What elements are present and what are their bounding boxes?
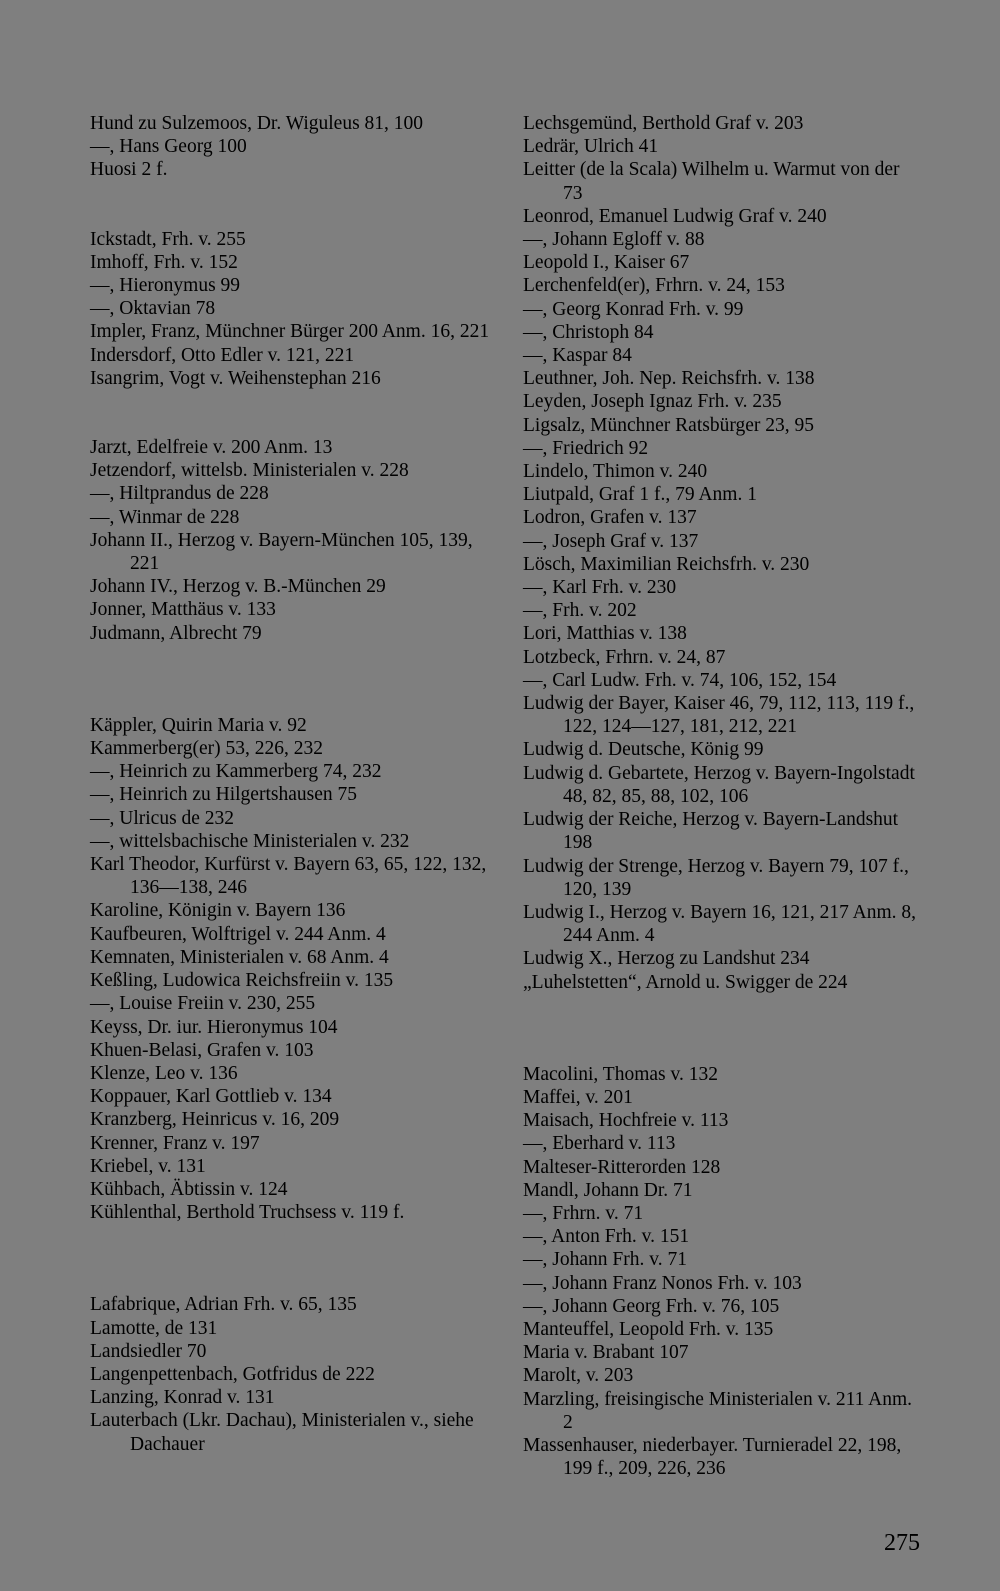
index-entry: Ludwig X., Herzog zu Landshut 234 — [523, 948, 810, 970]
index-entry: Macolini, Thomas v. 132 — [523, 1063, 718, 1085]
index-entry: Marzling, freisingische Ministerialen v. 211 Anm. 2 — [523, 1388, 913, 1433]
index-entry: Leitter (de la Scala) Wilhelm u. Warmut von der 73 — [523, 159, 900, 204]
index-entry: —, wittelsbachische Ministerialen v. 232 — [90, 830, 410, 852]
index-entry: —, Ulricus de 232 — [90, 807, 235, 829]
index-entry: Ludwig I., Herzog v. Bayern 16, 121, 217 Anm. 8, 244 Anm. 4 — [523, 901, 917, 947]
index-entry: —, Hans Georg 100 — [90, 136, 247, 158]
index-entry: Indersdorf, Otto Edler v. 121, 221 — [90, 344, 355, 366]
index-entry: Isangrim, Vogt v. Weihenstephan 216 — [90, 367, 381, 389]
letter-section-gap — [90, 182, 490, 228]
index-entry: —, Georg Konrad Frh. v. 99 — [523, 298, 744, 320]
index-entry: Kammerberg(er) 53, 226, 232 — [90, 738, 324, 760]
index-entry: Kühbach, Äbtissin v. 124 — [90, 1178, 288, 1200]
index-entry: Krenner, Franz v. 197 — [90, 1132, 260, 1154]
index-entry: —, Anton Frh. v. 151 — [523, 1226, 690, 1248]
index-entry: Kaufbeuren, Wolftrigel v. 244 Anm. 4 — [90, 923, 386, 945]
index-entry: —, Winmar de 228 — [90, 506, 240, 528]
index-entry: —, Johann Franz Nonos Frh. v. 103 — [523, 1272, 802, 1294]
index-entry: Keyss, Dr. iur. Hieronymus 104 — [90, 1016, 338, 1038]
index-entry: Huosi 2 f. — [90, 159, 168, 181]
index-entry: Kriebel, v. 131 — [90, 1155, 206, 1177]
index-entry: Johann IV., Herzog v. B.-München 29 — [90, 576, 386, 598]
index-entry: Lafabrique, Adrian Frh. v. 65, 135 — [90, 1294, 357, 1316]
index-entry: Ludwig der Bayer, Kaiser 46, 79, 112, 113, 119 f., 122, 124—127, 181, 212, 221 — [523, 693, 915, 738]
index-entry: Lodron, Grafen v. 137 — [523, 507, 697, 529]
index-entry: Maria v. Brabant 107 — [523, 1342, 689, 1364]
index-entry: Lösch, Maximilian Reichsfrh. v. 230 — [523, 553, 810, 575]
index-entry: Leyden, Joseph Ignaz Frh. v. 235 — [523, 391, 782, 413]
index-column-right — [523, 112, 923, 1480]
index-entry: —, Carl Ludw. Frh. v. 74, 106, 152, 154 — [523, 669, 837, 691]
index-entry: Lindelo, Thimon v. 240 — [523, 461, 708, 483]
index-entry: Klenze, Leo v. 136 — [90, 1062, 238, 1084]
index-entry: Lori, Matthias v. 138 — [523, 623, 687, 645]
index-entry: —, Christoph 84 — [523, 321, 654, 343]
index-entry: Kühlenthal, Berthold Truchsess v. 119 f. — [90, 1202, 405, 1224]
index-entry: Massenhauser, niederbayer. Turnieradel 22, 198, 199 f., 209, 226, 236 — [523, 1434, 902, 1480]
index-entry: —, Johann Georg Frh. v. 76, 105 — [523, 1295, 780, 1317]
letter-section-gap — [523, 994, 923, 1063]
index-entry: Lamotte, de 131 — [90, 1317, 218, 1339]
index-column-left — [90, 112, 490, 1456]
index-entry: Keßling, Ludowica Reichsfreiin v. 135 — [90, 970, 394, 992]
index-entry: —, Frh. v. 202 — [523, 600, 637, 622]
index-entry: —, Kaspar 84 — [523, 345, 632, 367]
index-entry: Maffei, v. 201 — [523, 1086, 633, 1108]
index-entry: Lotzbeck, Frhrn. v. 24, 87 — [523, 646, 726, 668]
index-entry: Impler, Franz, Münchner Bürger 200 Anm. 16, 221 — [90, 321, 490, 343]
index-entry: Marolt, v. 203 — [523, 1365, 634, 1387]
index-entry: Karoline, Königin v. Bayern 136 — [90, 900, 346, 922]
letter-section-gap — [90, 645, 490, 714]
index-entry: Khuen-Belasi, Grafen v. 103 — [90, 1039, 314, 1061]
index-entry: Ludwig der Reiche, Herzog v. Bayern-Landshut 198 — [523, 809, 899, 854]
index-entry: Jetzendorf, wittelsb. Ministerialen v. 228 — [90, 460, 409, 482]
index-entry: —, Frhrn. v. 71 — [523, 1202, 644, 1224]
index-entry: Ledrär, Ulrich 41 — [523, 136, 659, 158]
index-entry: Ludwig d. Deutsche, König 99 — [523, 739, 764, 761]
index-entry: Käppler, Quirin Maria v. 92 — [90, 714, 307, 736]
index-entry: —, Louise Freiin v. 230, 255 — [90, 993, 316, 1015]
index-entry: Leopold I., Kaiser 67 — [523, 252, 690, 274]
letter-section-gap — [90, 390, 490, 436]
index-entry: Landsiedler 70 — [90, 1340, 207, 1362]
index-entry: Kranzberg, Heinricus v. 16, 209 — [90, 1109, 340, 1131]
index-entry: Ligsalz, Münchner Ratsbürger 23, 95 — [523, 414, 814, 436]
letter-section-gap — [90, 1224, 490, 1293]
index-entry: Imhoff, Frh. v. 152 — [90, 251, 238, 273]
index-entry: Maisach, Hochfreie v. 113 — [523, 1110, 729, 1132]
index-entry: Koppauer, Karl Gottlieb v. 134 — [90, 1086, 332, 1108]
index-entry: —, Johann Egloff v. 88 — [523, 229, 705, 251]
index-entry: Lanzing, Konrad v. 131 — [90, 1387, 275, 1409]
index-entry: Jonner, Matthäus v. 133 — [90, 599, 276, 621]
index-entry: Lerchenfeld(er), Frhrn. v. 24, 153 — [523, 275, 785, 297]
index-entry: Johann II., Herzog v. Bayern-München 105, 139, 221 — [90, 529, 473, 575]
index-entry: Lauterbach (Lkr. Dachau), Ministerialen v., siehe Dachauer — [90, 1410, 474, 1455]
index-entry: Liutpald, Graf 1 f., 79 Anm. 1 — [523, 484, 757, 506]
index-entry: —, Heinrich zu Hilgertshausen 75 — [90, 784, 357, 806]
index-entry: Mandl, Johann Dr. 71 — [523, 1179, 693, 1201]
page-number: 275 — [884, 1530, 920, 1556]
index-entry: —, Friedrich 92 — [523, 437, 649, 459]
index-entry: —, Karl Frh. v. 230 — [523, 577, 677, 599]
index-entry: —, Joseph Graf v. 137 — [523, 530, 699, 552]
index-entry: Judmann, Albrecht 79 — [90, 622, 262, 644]
index-entry: —, Hieronymus 99 — [90, 275, 241, 297]
index-entry: Kemnaten, Ministerialen v. 68 Anm. 4 — [90, 946, 389, 968]
index-entry: Ickstadt, Frh. v. 255 — [90, 228, 246, 250]
index-entry: —, Eberhard v. 113 — [523, 1133, 676, 1155]
index-entry: Malteser-Ritterorden 128 — [523, 1156, 721, 1178]
index-entry: Hund zu Sulzemoos, Dr. Wiguleus 81, 100 — [90, 113, 424, 134]
index-entry: Ludwig d. Gebartete, Herzog v. Bayern-Ingolstadt 48, 82, 85, 88, 102, 106 — [523, 762, 915, 807]
index-entry: Karl Theodor, Kurfürst v. Bayern 63, 65, 122, 132, 136—138, 246 — [90, 854, 487, 899]
index-entry: Leuthner, Joh. Nep. Reichsfrh. v. 138 — [523, 368, 815, 390]
index-entry: Leonrod, Emanuel Ludwig Graf v. 240 — [523, 205, 827, 227]
index-entry: Ludwig der Strenge, Herzog v. Bayern 79, 107 f., 120, 139 — [523, 855, 909, 900]
index-entry: —, Johann Frh. v. 71 — [523, 1249, 687, 1271]
index-entry: —, Hiltprandus de 228 — [90, 483, 269, 505]
index-entry: Lechsgemünd, Berthold Graf v. 203 — [523, 113, 804, 134]
index-entry: Jarzt, Edelfreie v. 200 Anm. 13 — [90, 437, 333, 459]
index-entry: Langenpettenbach, Gotfridus de 222 — [90, 1363, 375, 1385]
index-entry: Manteuffel, Leopold Frh. v. 135 — [523, 1318, 774, 1340]
index-entry: —, Oktavian 78 — [90, 298, 216, 320]
index-entry: —, Heinrich zu Kammerberg 74, 232 — [90, 761, 382, 783]
index-entry: „Luhelstetten“, Arnold u. Swigger de 224 — [523, 971, 848, 993]
